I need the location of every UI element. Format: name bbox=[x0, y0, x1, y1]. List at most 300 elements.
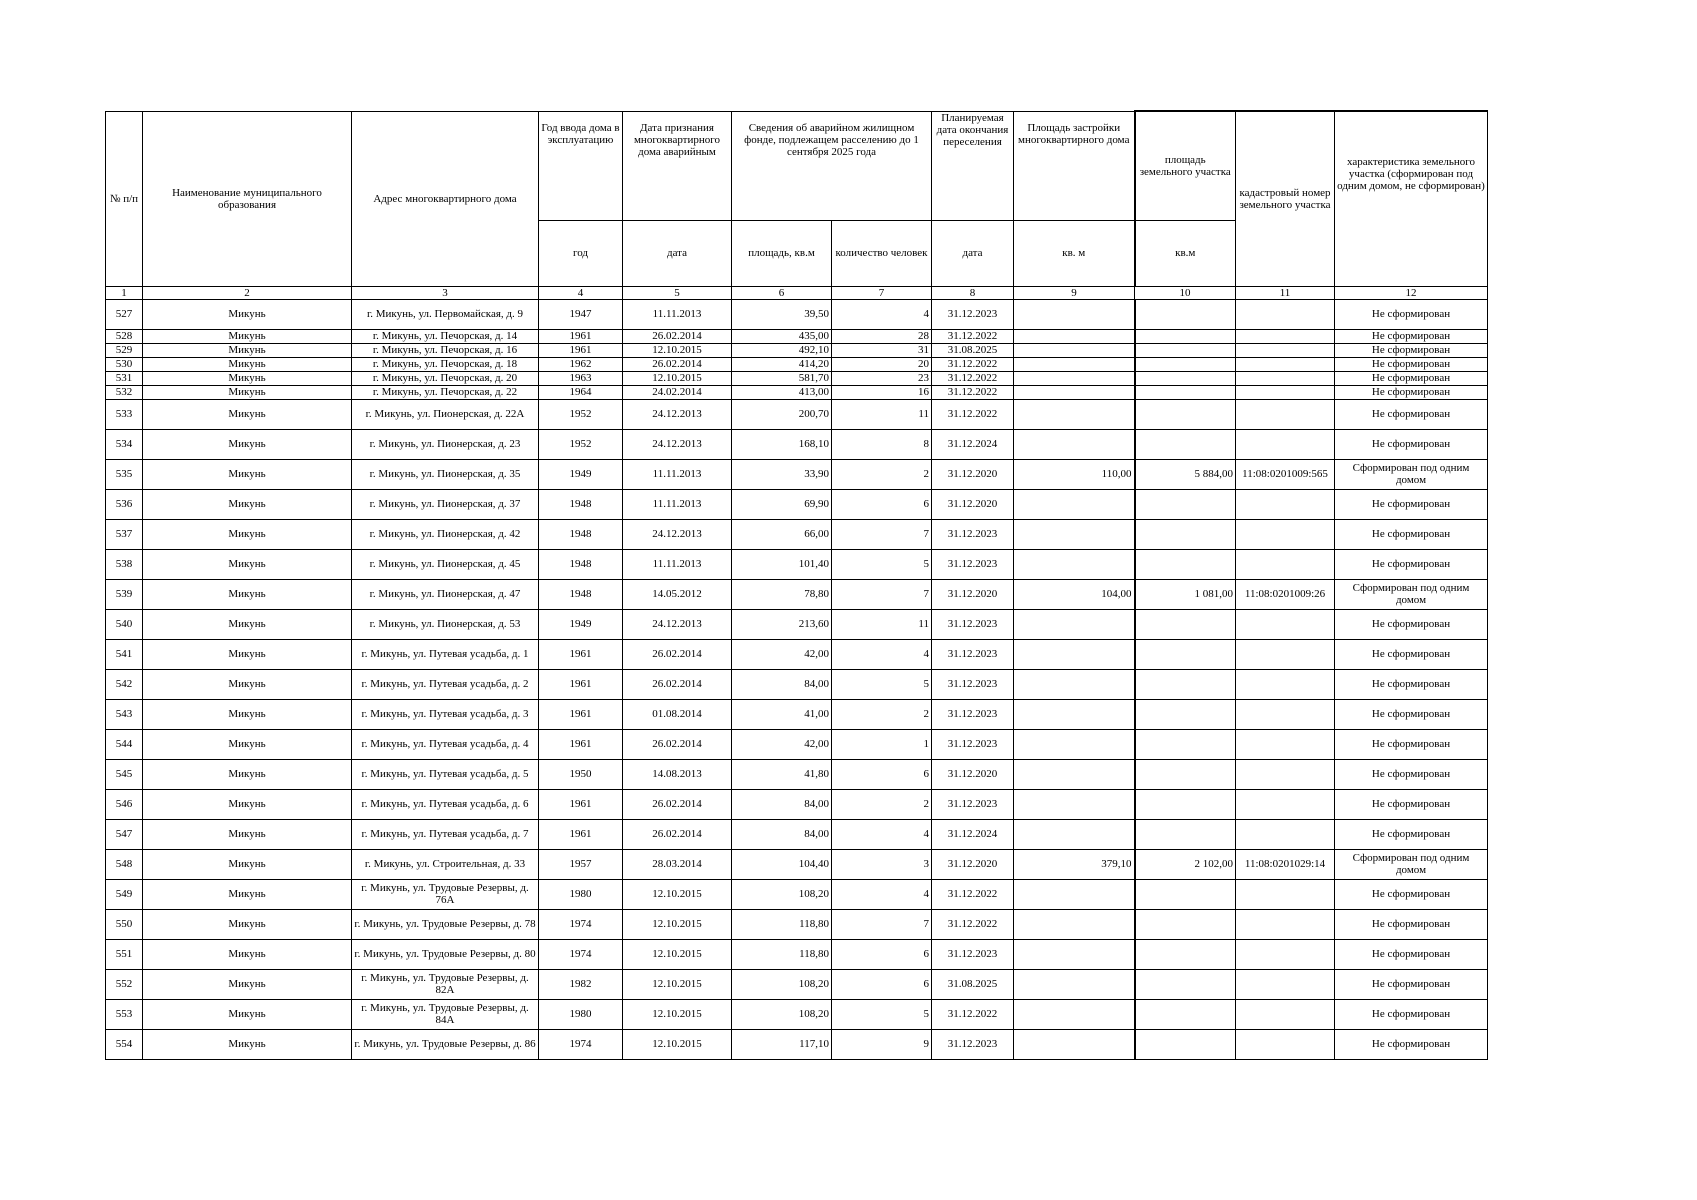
year-commission-cell: 1962 bbox=[539, 357, 623, 371]
row-number-cell: 548 bbox=[106, 849, 143, 879]
column-number: 5 bbox=[623, 286, 732, 299]
cadastral-number-cell bbox=[1236, 519, 1335, 549]
area-sqm-cell: 108,20 bbox=[732, 969, 832, 999]
year-commission-cell: 1963 bbox=[539, 371, 623, 385]
date-recognition-cell: 11.11.2013 bbox=[623, 459, 732, 489]
year-commission-cell: 1949 bbox=[539, 459, 623, 489]
table-row bbox=[106, 759, 1488, 789]
land-area-cell bbox=[1135, 879, 1236, 909]
address-cell: г. Микунь, ул. Первомайская, д. 9 bbox=[352, 299, 539, 329]
cadastral-number-cell bbox=[1236, 343, 1335, 357]
address-cell: г. Микунь, ул. Трудовые Резервы, д. 86 bbox=[352, 1029, 539, 1059]
cadastral-number-cell bbox=[1236, 299, 1335, 329]
people-count-cell: 4 bbox=[832, 879, 932, 909]
municipality-cell: Микунь bbox=[143, 639, 352, 669]
land-area-cell: 5 884,00 bbox=[1135, 459, 1236, 489]
address-cell: г. Микунь, ул. Строительная, д. 33 bbox=[352, 849, 539, 879]
planned-end-date-cell: 31.12.2023 bbox=[932, 939, 1014, 969]
table-row bbox=[106, 549, 1488, 579]
date-recognition-cell: 26.02.2014 bbox=[623, 357, 732, 371]
planned-end-date-cell: 31.12.2023 bbox=[932, 699, 1014, 729]
land-characteristic-cell: Не сформирован bbox=[1335, 329, 1488, 343]
address-cell: г. Микунь, ул. Печорская, д. 20 bbox=[352, 371, 539, 385]
building-area-cell bbox=[1014, 669, 1135, 699]
land-characteristic-cell: Не сформирован bbox=[1335, 299, 1488, 329]
people-count-cell: 2 bbox=[832, 459, 932, 489]
cadastral-number-cell: 11:08:0201029:14 bbox=[1236, 849, 1335, 879]
cadastral-number-cell bbox=[1236, 329, 1335, 343]
land-area-cell bbox=[1135, 609, 1236, 639]
address-cell: г. Микунь, ул. Путевая усадьба, д. 3 bbox=[352, 699, 539, 729]
row-number-cell: 551 bbox=[106, 939, 143, 969]
row-number-cell: 543 bbox=[106, 699, 143, 729]
people-count-cell: 31 bbox=[832, 343, 932, 357]
planned-end-date-cell: 31.12.2020 bbox=[932, 579, 1014, 609]
planned-end-date-cell: 31.12.2020 bbox=[932, 489, 1014, 519]
land-characteristic-cell: Не сформирован bbox=[1335, 639, 1488, 669]
people-count-cell: 1 bbox=[832, 729, 932, 759]
land-area-cell bbox=[1135, 429, 1236, 459]
municipality-cell: Микунь bbox=[143, 549, 352, 579]
municipality-cell: Микунь bbox=[143, 343, 352, 357]
address-cell: г. Микунь, ул. Путевая усадьба, д. 5 bbox=[352, 759, 539, 789]
building-area-cell bbox=[1014, 969, 1135, 999]
municipality-cell: Микунь bbox=[143, 789, 352, 819]
land-characteristic-cell: Не сформирован bbox=[1335, 399, 1488, 429]
table-row bbox=[106, 489, 1488, 519]
cadastral-number-cell bbox=[1236, 1029, 1335, 1059]
row-number-cell: 547 bbox=[106, 819, 143, 849]
people-count-cell: 8 bbox=[832, 429, 932, 459]
building-area-cell bbox=[1014, 357, 1135, 371]
address-cell: г. Микунь, ул. Трудовые Резервы, д. 78 bbox=[352, 909, 539, 939]
row-number-cell: 546 bbox=[106, 789, 143, 819]
people-count-cell: 9 bbox=[832, 1029, 932, 1059]
planned-end-date-cell: 31.12.2024 bbox=[932, 429, 1014, 459]
date-recognition-cell: 24.12.2013 bbox=[623, 429, 732, 459]
area-sqm-cell: 581,70 bbox=[732, 371, 832, 385]
area-sqm-cell: 33,90 bbox=[732, 459, 832, 489]
column-number: 12 bbox=[1335, 286, 1488, 299]
land-characteristic-cell: Сформирован под одним домом bbox=[1335, 459, 1488, 489]
building-area-cell bbox=[1014, 519, 1135, 549]
land-area-cell bbox=[1135, 639, 1236, 669]
year-commission-cell: 1948 bbox=[539, 489, 623, 519]
municipality-cell: Микунь bbox=[143, 999, 352, 1029]
building-area-cell bbox=[1014, 1029, 1135, 1059]
table-row bbox=[106, 385, 1488, 399]
row-number-cell: 545 bbox=[106, 759, 143, 789]
municipality-cell: Микунь bbox=[143, 819, 352, 849]
municipality-cell: Микунь bbox=[143, 357, 352, 371]
land-area-cell bbox=[1135, 999, 1236, 1029]
table-row bbox=[106, 329, 1488, 343]
land-characteristic-cell: Не сформирован bbox=[1335, 549, 1488, 579]
year-commission-cell: 1961 bbox=[539, 819, 623, 849]
land-area-cell bbox=[1135, 489, 1236, 519]
municipality-cell: Микунь bbox=[143, 459, 352, 489]
building-area-cell bbox=[1014, 999, 1135, 1029]
row-number-cell: 554 bbox=[106, 1029, 143, 1059]
cadastral-number-cell bbox=[1236, 357, 1335, 371]
land-characteristic-cell: Не сформирован bbox=[1335, 759, 1488, 789]
year-commission-cell: 1948 bbox=[539, 579, 623, 609]
land-area-cell bbox=[1135, 343, 1236, 357]
header-address: Адрес многоквартирного дома bbox=[352, 111, 539, 286]
area-sqm-cell: 118,80 bbox=[732, 939, 832, 969]
date-recognition-cell: 26.02.2014 bbox=[623, 669, 732, 699]
row-number-cell: 542 bbox=[106, 669, 143, 699]
municipality-cell: Микунь bbox=[143, 699, 352, 729]
building-area-cell bbox=[1014, 385, 1135, 399]
land-characteristic-cell: Не сформирован bbox=[1335, 343, 1488, 357]
table-row bbox=[106, 343, 1488, 357]
people-count-cell: 28 bbox=[832, 329, 932, 343]
cadastral-number-cell bbox=[1236, 639, 1335, 669]
date-recognition-cell: 24.12.2013 bbox=[623, 399, 732, 429]
land-area-cell bbox=[1135, 357, 1236, 371]
table-row bbox=[106, 609, 1488, 639]
land-characteristic-cell: Не сформирован bbox=[1335, 519, 1488, 549]
land-characteristic-cell: Не сформирован bbox=[1335, 1029, 1488, 1059]
column-number: 8 bbox=[932, 286, 1014, 299]
planned-end-date-cell: 31.12.2022 bbox=[932, 909, 1014, 939]
people-count-cell: 4 bbox=[832, 639, 932, 669]
building-area-cell: 104,00 bbox=[1014, 579, 1135, 609]
land-area-cell: 1 081,00 bbox=[1135, 579, 1236, 609]
municipality-cell: Микунь bbox=[143, 329, 352, 343]
address-cell: г. Микунь, ул. Путевая усадьба, д. 4 bbox=[352, 729, 539, 759]
planned-end-date-cell: 31.12.2020 bbox=[932, 849, 1014, 879]
area-sqm-cell: 118,80 bbox=[732, 909, 832, 939]
people-count-cell: 11 bbox=[832, 609, 932, 639]
year-commission-cell: 1961 bbox=[539, 329, 623, 343]
year-commission-cell: 1961 bbox=[539, 343, 623, 357]
year-commission-cell: 1980 bbox=[539, 879, 623, 909]
year-commission-cell: 1950 bbox=[539, 759, 623, 789]
land-area-cell bbox=[1135, 549, 1236, 579]
header-land-area: площадь земельного участка bbox=[1135, 111, 1236, 220]
land-area-cell bbox=[1135, 1029, 1236, 1059]
address-cell: г. Микунь, ул. Путевая усадьба, д. 6 bbox=[352, 789, 539, 819]
land-characteristic-cell: Сформирован под одним домом bbox=[1335, 579, 1488, 609]
subheader-sqm: кв. м bbox=[1014, 220, 1135, 286]
year-commission-cell: 1961 bbox=[539, 789, 623, 819]
land-characteristic-cell: Не сформирован bbox=[1335, 999, 1488, 1029]
date-recognition-cell: 11.11.2013 bbox=[623, 489, 732, 519]
cadastral-number-cell bbox=[1236, 969, 1335, 999]
cadastral-number-cell bbox=[1236, 939, 1335, 969]
building-area-cell bbox=[1014, 639, 1135, 669]
land-area-cell bbox=[1135, 969, 1236, 999]
column-number: 3 bbox=[352, 286, 539, 299]
planned-end-date-cell: 31.12.2023 bbox=[932, 519, 1014, 549]
year-commission-cell: 1974 bbox=[539, 909, 623, 939]
table-row bbox=[106, 519, 1488, 549]
address-cell: г. Микунь, ул. Пионерская, д. 37 bbox=[352, 489, 539, 519]
date-recognition-cell: 12.10.2015 bbox=[623, 371, 732, 385]
planned-end-date-cell: 31.12.2023 bbox=[932, 729, 1014, 759]
building-area-cell bbox=[1014, 909, 1135, 939]
address-cell: г. Микунь, ул. Печорская, д. 22 bbox=[352, 385, 539, 399]
municipality-cell: Микунь bbox=[143, 1029, 352, 1059]
cadastral-number-cell bbox=[1236, 609, 1335, 639]
land-area-cell bbox=[1135, 909, 1236, 939]
row-number-cell: 544 bbox=[106, 729, 143, 759]
address-cell: г. Микунь, ул. Пионерская, д. 47 bbox=[352, 579, 539, 609]
column-number: 9 bbox=[1014, 286, 1135, 299]
building-area-cell bbox=[1014, 399, 1135, 429]
year-commission-cell: 1974 bbox=[539, 939, 623, 969]
planned-end-date-cell: 31.12.2020 bbox=[932, 759, 1014, 789]
table-body bbox=[106, 299, 1488, 1059]
planned-end-date-cell: 31.12.2023 bbox=[932, 1029, 1014, 1059]
column-number: 2 bbox=[143, 286, 352, 299]
date-recognition-cell: 24.02.2014 bbox=[623, 385, 732, 399]
address-cell: г. Микунь, ул. Путевая усадьба, д. 1 bbox=[352, 639, 539, 669]
land-area-cell bbox=[1135, 939, 1236, 969]
area-sqm-cell: 213,60 bbox=[732, 609, 832, 639]
year-commission-cell: 1948 bbox=[539, 519, 623, 549]
table-row bbox=[106, 639, 1488, 669]
year-commission-cell: 1948 bbox=[539, 549, 623, 579]
planned-end-date-cell: 31.12.2022 bbox=[932, 371, 1014, 385]
subheader-people: количество человек bbox=[832, 220, 932, 286]
cadastral-number-cell bbox=[1236, 489, 1335, 519]
people-count-cell: 6 bbox=[832, 939, 932, 969]
land-area-cell bbox=[1135, 669, 1236, 699]
municipality-cell: Микунь bbox=[143, 299, 352, 329]
municipality-cell: Микунь bbox=[143, 489, 352, 519]
year-commission-cell: 1952 bbox=[539, 429, 623, 459]
land-area-cell bbox=[1135, 299, 1236, 329]
municipality-cell: Микунь bbox=[143, 939, 352, 969]
header-num: № п/п bbox=[106, 111, 143, 286]
table-row bbox=[106, 999, 1488, 1029]
header-planned-end: Планируемая дата окончания переселения bbox=[932, 111, 1014, 220]
building-area-cell bbox=[1014, 429, 1135, 459]
table-row bbox=[106, 299, 1488, 329]
people-count-cell: 6 bbox=[832, 489, 932, 519]
land-characteristic-cell: Не сформирован bbox=[1335, 819, 1488, 849]
date-recognition-cell: 12.10.2015 bbox=[623, 939, 732, 969]
building-area-cell bbox=[1014, 759, 1135, 789]
area-sqm-cell: 41,80 bbox=[732, 759, 832, 789]
year-commission-cell: 1974 bbox=[539, 1029, 623, 1059]
planned-end-date-cell: 31.12.2022 bbox=[932, 329, 1014, 343]
people-count-cell: 20 bbox=[832, 357, 932, 371]
header-emergency-info: Сведения об аварийном жилищном фонде, подлежащем расселению до 1 сентября 2025 года bbox=[732, 111, 932, 220]
municipality-cell: Микунь bbox=[143, 371, 352, 385]
people-count-cell: 7 bbox=[832, 579, 932, 609]
row-number-cell: 533 bbox=[106, 399, 143, 429]
building-area-cell bbox=[1014, 371, 1135, 385]
area-sqm-cell: 108,20 bbox=[732, 999, 832, 1029]
subheader-year: год bbox=[539, 220, 623, 286]
year-commission-cell: 1961 bbox=[539, 639, 623, 669]
date-recognition-cell: 12.10.2015 bbox=[623, 999, 732, 1029]
row-number-cell: 538 bbox=[106, 549, 143, 579]
area-sqm-cell: 41,00 bbox=[732, 699, 832, 729]
cadastral-number-cell bbox=[1236, 399, 1335, 429]
cadastral-number-cell: 11:08:0201009:26 bbox=[1236, 579, 1335, 609]
year-commission-cell: 1980 bbox=[539, 999, 623, 1029]
date-recognition-cell: 24.12.2013 bbox=[623, 519, 732, 549]
municipality-cell: Микунь bbox=[143, 579, 352, 609]
municipality-cell: Микунь bbox=[143, 759, 352, 789]
address-cell: г. Микунь, ул. Путевая усадьба, д. 2 bbox=[352, 669, 539, 699]
land-characteristic-cell: Не сформирован bbox=[1335, 939, 1488, 969]
building-area-cell bbox=[1014, 609, 1135, 639]
municipality-cell: Микунь bbox=[143, 669, 352, 699]
people-count-cell: 4 bbox=[832, 819, 932, 849]
column-number: 10 bbox=[1135, 286, 1236, 299]
land-area-cell bbox=[1135, 385, 1236, 399]
people-count-cell: 6 bbox=[832, 759, 932, 789]
address-cell: г. Микунь, ул. Пионерская, д. 42 bbox=[352, 519, 539, 549]
planned-end-date-cell: 31.12.2020 bbox=[932, 459, 1014, 489]
year-commission-cell: 1961 bbox=[539, 699, 623, 729]
row-number-cell: 540 bbox=[106, 609, 143, 639]
address-cell: г. Микунь, ул. Печорская, д. 14 bbox=[352, 329, 539, 343]
table-row bbox=[106, 729, 1488, 759]
land-characteristic-cell: Не сформирован bbox=[1335, 609, 1488, 639]
municipality-cell: Микунь bbox=[143, 429, 352, 459]
people-count-cell: 2 bbox=[832, 699, 932, 729]
row-number-cell: 528 bbox=[106, 329, 143, 343]
year-commission-cell: 1957 bbox=[539, 849, 623, 879]
row-number-cell: 550 bbox=[106, 909, 143, 939]
land-area-cell bbox=[1135, 399, 1236, 429]
cadastral-number-cell bbox=[1236, 699, 1335, 729]
table-row bbox=[106, 969, 1488, 999]
cadastral-number-cell bbox=[1236, 549, 1335, 579]
date-recognition-cell: 14.08.2013 bbox=[623, 759, 732, 789]
municipality-cell: Микунь bbox=[143, 519, 352, 549]
cadastral-number-cell bbox=[1236, 759, 1335, 789]
municipality-cell: Микунь bbox=[143, 609, 352, 639]
cadastral-number-cell bbox=[1236, 371, 1335, 385]
planned-end-date-cell: 31.12.2023 bbox=[932, 639, 1014, 669]
cadastral-number-cell bbox=[1236, 429, 1335, 459]
date-recognition-cell: 11.11.2013 bbox=[623, 299, 732, 329]
area-sqm-cell: 117,10 bbox=[732, 1029, 832, 1059]
table-row bbox=[106, 371, 1488, 385]
area-sqm-cell: 78,80 bbox=[732, 579, 832, 609]
planned-end-date-cell: 31.12.2023 bbox=[932, 669, 1014, 699]
cadastral-number-cell bbox=[1236, 999, 1335, 1029]
date-recognition-cell: 12.10.2015 bbox=[623, 969, 732, 999]
year-commission-cell: 1947 bbox=[539, 299, 623, 329]
building-area-cell bbox=[1014, 549, 1135, 579]
area-sqm-cell: 104,40 bbox=[732, 849, 832, 879]
year-commission-cell: 1961 bbox=[539, 669, 623, 699]
building-area-cell bbox=[1014, 789, 1135, 819]
land-characteristic-cell: Не сформирован bbox=[1335, 385, 1488, 399]
table-row bbox=[106, 579, 1488, 609]
year-commission-cell: 1961 bbox=[539, 729, 623, 759]
land-characteristic-cell: Не сформирован bbox=[1335, 699, 1488, 729]
table-row bbox=[106, 1029, 1488, 1059]
area-sqm-cell: 84,00 bbox=[732, 819, 832, 849]
address-cell: г. Микунь, ул. Печорская, д. 18 bbox=[352, 357, 539, 371]
cadastral-number-cell bbox=[1236, 789, 1335, 819]
area-sqm-cell: 101,40 bbox=[732, 549, 832, 579]
address-cell: г. Микунь, ул. Печорская, д. 16 bbox=[352, 343, 539, 357]
subheader-date: дата bbox=[623, 220, 732, 286]
building-area-cell bbox=[1014, 729, 1135, 759]
subheader-area: площадь, кв.м bbox=[732, 220, 832, 286]
land-characteristic-cell: Не сформирован bbox=[1335, 879, 1488, 909]
planned-end-date-cell: 31.12.2024 bbox=[932, 819, 1014, 849]
address-cell: г. Микунь, ул. Пионерская, д. 53 bbox=[352, 609, 539, 639]
table-row bbox=[106, 819, 1488, 849]
column-number-row bbox=[106, 286, 1488, 299]
building-area-cell bbox=[1014, 699, 1135, 729]
area-sqm-cell: 492,10 bbox=[732, 343, 832, 357]
land-area-cell bbox=[1135, 729, 1236, 759]
land-characteristic-cell: Не сформирован bbox=[1335, 489, 1488, 519]
municipality-cell: Микунь bbox=[143, 879, 352, 909]
column-number: 7 bbox=[832, 286, 932, 299]
planned-end-date-cell: 31.12.2023 bbox=[932, 789, 1014, 819]
year-commission-cell: 1964 bbox=[539, 385, 623, 399]
header-municipality: Наименование муниципального образования bbox=[143, 111, 352, 286]
address-cell: г. Микунь, ул. Пионерская, д. 45 bbox=[352, 549, 539, 579]
cadastral-number-cell: 11:08:0201009:565 bbox=[1236, 459, 1335, 489]
land-area-cell: 2 102,00 bbox=[1135, 849, 1236, 879]
planned-end-date-cell: 31.12.2022 bbox=[932, 879, 1014, 909]
year-commission-cell: 1982 bbox=[539, 969, 623, 999]
building-area-cell bbox=[1014, 299, 1135, 329]
people-count-cell: 2 bbox=[832, 789, 932, 819]
land-area-cell bbox=[1135, 819, 1236, 849]
building-area-cell: 379,10 bbox=[1014, 849, 1135, 879]
building-area-cell bbox=[1014, 939, 1135, 969]
area-sqm-cell: 42,00 bbox=[732, 729, 832, 759]
table-row bbox=[106, 399, 1488, 429]
land-area-cell bbox=[1135, 759, 1236, 789]
date-recognition-cell: 12.10.2015 bbox=[623, 909, 732, 939]
land-area-cell bbox=[1135, 329, 1236, 343]
land-characteristic-cell: Не сформирован bbox=[1335, 429, 1488, 459]
planned-end-date-cell: 31.12.2022 bbox=[932, 385, 1014, 399]
header-building-area: Площадь застройки многоквартирного дома bbox=[1014, 111, 1135, 220]
land-area-cell bbox=[1135, 789, 1236, 819]
municipality-cell: Микунь bbox=[143, 385, 352, 399]
table-row bbox=[106, 357, 1488, 371]
table-row bbox=[106, 939, 1488, 969]
area-sqm-cell: 435,00 bbox=[732, 329, 832, 343]
date-recognition-cell: 26.02.2014 bbox=[623, 729, 732, 759]
date-recognition-cell: 26.02.2014 bbox=[623, 329, 732, 343]
building-area-cell bbox=[1014, 879, 1135, 909]
planned-end-date-cell: 31.08.2025 bbox=[932, 343, 1014, 357]
row-number-cell: 532 bbox=[106, 385, 143, 399]
municipality-cell: Микунь bbox=[143, 849, 352, 879]
area-sqm-cell: 84,00 bbox=[732, 669, 832, 699]
row-number-cell: 534 bbox=[106, 429, 143, 459]
row-number-cell: 527 bbox=[106, 299, 143, 329]
people-count-cell: 3 bbox=[832, 849, 932, 879]
subheader-date2: дата bbox=[932, 220, 1014, 286]
date-recognition-cell: 26.02.2014 bbox=[623, 789, 732, 819]
people-count-cell: 7 bbox=[832, 909, 932, 939]
address-cell: г. Микунь, ул. Трудовые Резервы, д. 76А bbox=[352, 879, 539, 909]
land-area-cell bbox=[1135, 699, 1236, 729]
area-sqm-cell: 84,00 bbox=[732, 789, 832, 819]
area-sqm-cell: 69,90 bbox=[732, 489, 832, 519]
